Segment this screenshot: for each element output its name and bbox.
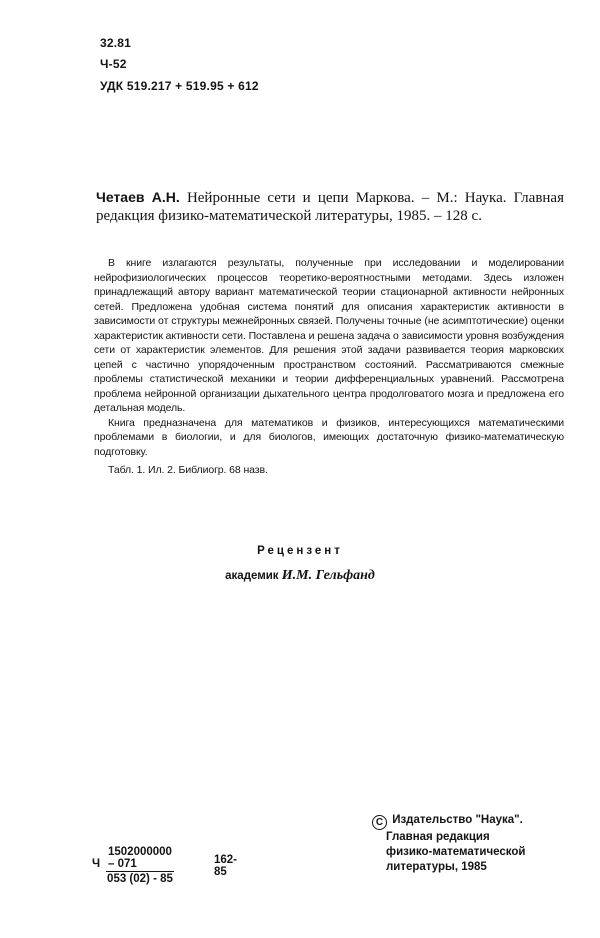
citation-author: Четаев А.Н. — [96, 189, 180, 205]
copyright-line: физико-математической — [386, 846, 526, 858]
udk-code: УДК 519.217 + 519.95 + 612 — [100, 79, 259, 93]
index-letter: Ч — [92, 858, 101, 870]
reviewer-role: академик — [225, 570, 282, 582]
bibliographic-citation — [96, 188, 564, 225]
citation-text: Нейронные сети и цепи Маркова. – М.: Наука. Главная редакция физико-математической литературы, 1985. – 128 с. — [96, 190, 564, 224]
author-sign: Ч-52 — [100, 57, 127, 71]
abstract-paragraph: Книга предназначена для математиков и физиков, интересующихся математическими проблемами в биологии, и для биологов, имеющих достаточную физико-математическую подготовку. — [94, 416, 564, 458]
copyright-line: литературы, 1985 — [386, 861, 487, 873]
copyright-block — [372, 813, 525, 875]
reviewer-name: И.М. Гельфанд — [281, 568, 375, 583]
reviewer-heading: Рецензент — [257, 545, 343, 557]
abstract-meta: Табл. 1. Ил. 2. Библиогр. 68 назв. — [108, 464, 268, 476]
index-fraction — [106, 846, 174, 885]
reviewer-line — [0, 568, 600, 584]
index-denominator: 053 (02) - 85 — [107, 873, 173, 885]
index-numerator: 1502000000 – 071 — [108, 846, 172, 870]
copyright-line: Главная редакция — [386, 831, 490, 843]
abstract — [94, 256, 564, 478]
bbk-code: 32.81 — [100, 36, 132, 50]
copyright-publisher: Издательство "Наука". — [392, 814, 523, 826]
copyright-icon: С — [372, 815, 387, 830]
copyright-line — [372, 813, 525, 830]
abstract-paragraph: В книге излагаются результаты, полученные при исследовании и моделировании нейрофизиологических процессов теоретико-вероятностными методами. Здесь изложен принадлежащий автору вариант математической теории стационарной активности нейронных сетей. Предложена удобная система понятий для описания характеристик активности в зависимости от структуры межнейронных связей. Получены точные (не асимптотические) оценки характеристик активности сети. Поставлена и решена задача о зависимости уровня возбуждения сети от характеристик элементов. Для решения этой задачи развивается теория марковских цепей с частично упорядоченным пространством состояний. Рассматриваются смежные проблемы статистической механики и теории дифференциальных уравнений. Рассмотрена проблема нейронной организации дыхательного центра продолговатого мозга и предложена его детальная модель. — [94, 257, 564, 414]
index-suffix: 162-85 — [214, 854, 238, 878]
